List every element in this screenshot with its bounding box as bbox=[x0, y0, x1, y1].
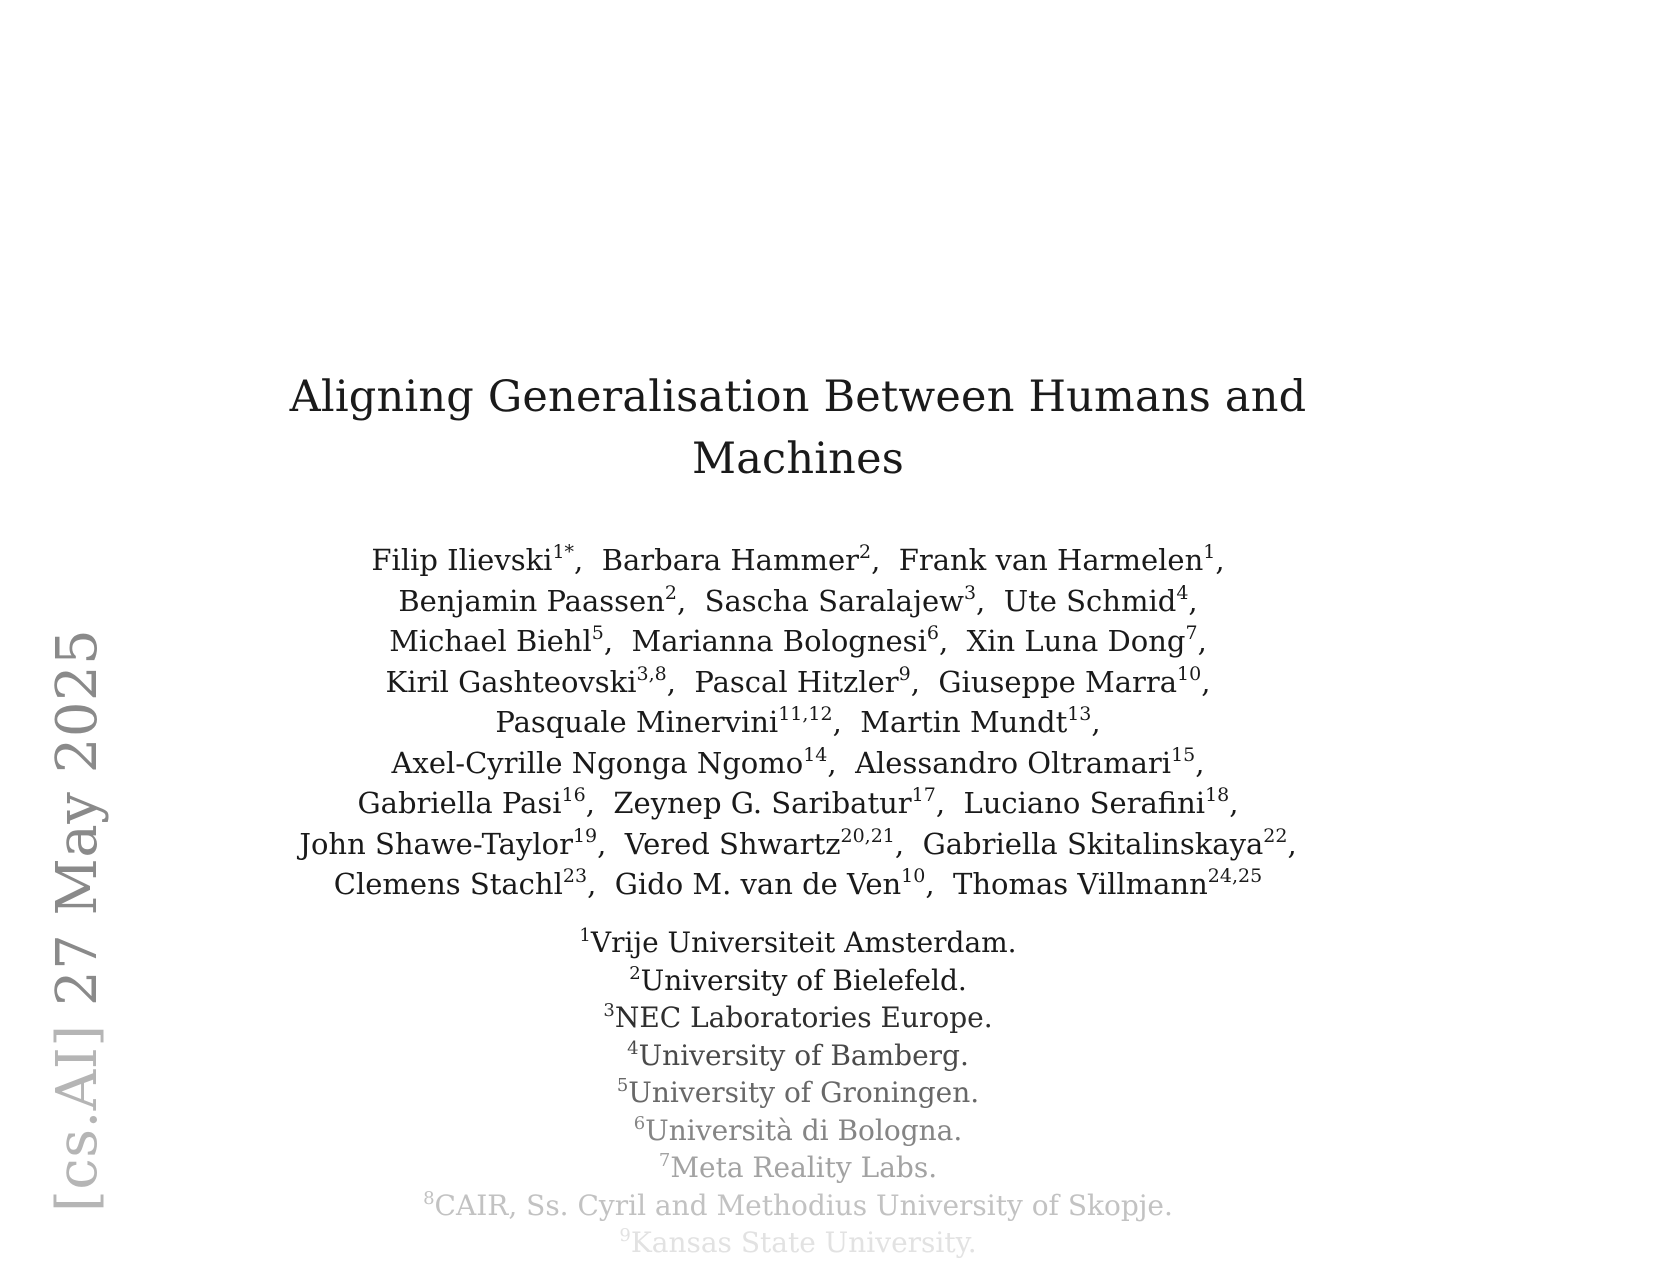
author-name: Giuseppe Marra bbox=[938, 664, 1178, 699]
author-entry bbox=[704, 581, 977, 618]
author-name: Thomas Villmann bbox=[953, 867, 1208, 901]
author-line: Michael Biehl$^5$, Marianna Bolognesi$^6$, Xin Luna Dong$^7$, bbox=[389, 622, 1207, 658]
affiliation-text: University of Bielefeld. bbox=[640, 963, 967, 997]
author-name: Pascal Hitzler bbox=[694, 664, 899, 699]
affiliation-item bbox=[0, 1149, 1596, 1187]
affiliation-mark: 4 bbox=[627, 1037, 639, 1059]
author-name: Gabriella Skitalinskaya bbox=[922, 826, 1264, 861]
author-list bbox=[0, 540, 1596, 905]
author-affiliation-marks: 2 bbox=[664, 581, 677, 604]
author-entry bbox=[398, 581, 677, 618]
paper-title-line-2: Machines bbox=[691, 434, 904, 484]
author-name: Xin Luna Dong bbox=[966, 624, 1186, 658]
author-affiliation-marks: 11,12 bbox=[778, 703, 833, 725]
author-entry bbox=[1003, 581, 1189, 618]
affiliation-text: University of Bamberg. bbox=[638, 1038, 969, 1072]
author-affiliation-marks: 16 bbox=[561, 784, 586, 806]
author-name: Marianna Bolognesi bbox=[631, 624, 927, 658]
author-name: Zeynep G. Saribatur bbox=[613, 786, 912, 820]
author-line: Kiril Gashteovski$^{3,8}$, Pascal Hitzler$^9$, Giuseppe Marra$^{10}$, bbox=[385, 662, 1211, 699]
author-affiliation-marks: 17 bbox=[911, 784, 936, 806]
author-line: Benjamin Paassen$^2$, Sascha Saralajew$^3$, Ute Schmid$^4$, bbox=[398, 581, 1198, 618]
author-name: Kiril Gashteovski bbox=[385, 664, 637, 699]
author-entry bbox=[922, 824, 1288, 861]
author-entry bbox=[358, 786, 586, 820]
author-name: Sascha Saralajew bbox=[704, 583, 964, 618]
author-line: John Shawe-Taylor$^{19}$, Vered Shwartz$^{20,21}$, Gabriella Skitalinskaya$^{22}$, bbox=[299, 824, 1297, 861]
affiliation-item bbox=[0, 1187, 1596, 1225]
affiliation-mark: 5 bbox=[616, 1075, 629, 1096]
affiliation-text: CAIR, Ss. Cyril and Methodius University of Skopje. bbox=[434, 1188, 1173, 1222]
author-affiliation-marks: 3 bbox=[963, 581, 977, 604]
author-affiliation-marks: 13 bbox=[1067, 703, 1092, 725]
affiliation-text: Meta Reality Labs. bbox=[670, 1151, 938, 1184]
author-entry bbox=[602, 543, 871, 577]
affiliation-mark: 7 bbox=[658, 1150, 671, 1171]
author-affiliation-marks: 1 bbox=[1203, 541, 1216, 563]
author-affiliation-marks: 2 bbox=[858, 541, 872, 563]
affiliation-list bbox=[0, 924, 1596, 1262]
author-name: Filip Ilievski bbox=[371, 543, 553, 577]
author-line: Filip Ilievski$^{1*}$, Barbara Hammer$^2$, Frank van Harmelen$^1$, bbox=[371, 541, 1225, 577]
author-entry bbox=[953, 867, 1262, 901]
author-name: Benjamin Paassen bbox=[398, 583, 665, 618]
author-entry bbox=[967, 624, 1198, 658]
author-entry bbox=[963, 786, 1229, 820]
affiliation-item bbox=[0, 999, 1596, 1037]
paper-title-line-1: Aligning Generalisation Between Humans and bbox=[289, 372, 1307, 422]
author-name: Michael Biehl bbox=[389, 624, 592, 658]
affiliation-mark: 6 bbox=[633, 1112, 646, 1134]
author-affiliation-marks: 9 bbox=[898, 662, 911, 685]
author-name: Barbara Hammer bbox=[601, 543, 859, 577]
author-entry bbox=[855, 743, 1196, 780]
author-entry bbox=[495, 705, 832, 739]
affiliation-mark: 2 bbox=[629, 962, 641, 984]
affiliation-item bbox=[0, 1074, 1596, 1112]
author-affiliation-marks: 5 bbox=[591, 622, 604, 644]
author-entry bbox=[615, 867, 926, 901]
author-affiliation-marks: 23 bbox=[562, 865, 588, 887]
author-affiliation-marks: 14 bbox=[803, 743, 828, 766]
author-affiliation-marks: 22 bbox=[1263, 824, 1288, 847]
author-line: Pasquale Minervini$^{11,12}$, Martin Mundt$^{13}$, bbox=[495, 703, 1101, 739]
affiliation-text: Università di Bologna. bbox=[645, 1113, 963, 1147]
author-affiliation-marks: 20,21 bbox=[840, 824, 895, 847]
author-entry bbox=[371, 543, 574, 577]
affiliation-mark: 1 bbox=[579, 925, 591, 946]
author-line: Gabriella Pasi$^{16}$, Zeynep G. Saribatur$^{17}$, Luciano Serafini$^{18}$, bbox=[357, 784, 1239, 820]
author-affiliation-marks: 3,8 bbox=[636, 662, 667, 685]
author-entry bbox=[299, 824, 598, 861]
author-name: Frank van Harmelen bbox=[898, 543, 1204, 577]
affiliation-item bbox=[0, 962, 1596, 1000]
author-name: Clemens Stachl bbox=[333, 867, 563, 901]
author-name: Gabriella Pasi bbox=[357, 786, 562, 820]
author-name: Axel-Cyrille Ngonga Ngomo bbox=[391, 745, 804, 780]
author-affiliation-marks: 1* bbox=[552, 541, 575, 563]
author-affiliation-marks: 7 bbox=[1185, 622, 1198, 644]
affiliation-text: Vrije Universiteit Amsterdam. bbox=[590, 926, 1017, 959]
author-affiliation-marks: 15 bbox=[1171, 743, 1196, 766]
paper-title bbox=[0, 366, 1596, 490]
author-name: Luciano Serafini bbox=[963, 786, 1206, 820]
author-name: Pasquale Minervini bbox=[495, 705, 779, 739]
author-entry bbox=[860, 705, 1091, 739]
author-affiliation-marks: 19 bbox=[572, 824, 598, 847]
author-entry bbox=[389, 624, 604, 658]
author-entry bbox=[624, 824, 895, 861]
author-entry bbox=[632, 624, 939, 658]
author-entry bbox=[334, 867, 587, 901]
affiliation-item bbox=[0, 1112, 1596, 1150]
affiliation-mark: 9 bbox=[619, 1225, 631, 1246]
author-entry bbox=[613, 786, 935, 820]
affiliation-mark: 3 bbox=[603, 1000, 615, 1021]
affiliation-item bbox=[0, 924, 1596, 962]
author-entry bbox=[899, 543, 1216, 577]
author-line: Axel-Cyrille Ngonga Ngomo$^{14}$, Alessandro Oltramari$^{15}$, bbox=[391, 743, 1205, 780]
arxiv-category: [cs.AI] bbox=[45, 1024, 110, 1212]
author-line: Clemens Stachl$^{23}$, Gido M. van de Ven$^{10}$, Thomas Villmann$^{24,25}$ bbox=[333, 865, 1263, 901]
affiliation-text: NEC Laboratories Europe. bbox=[614, 1001, 993, 1034]
author-affiliation-marks: 10 bbox=[1177, 662, 1202, 685]
affiliation-text: University of Groningen. bbox=[628, 1076, 980, 1109]
arxiv-date: 27 May 2025 bbox=[45, 628, 110, 1007]
author-entry bbox=[938, 662, 1202, 699]
author-name: John Shawe-Taylor bbox=[299, 826, 573, 861]
author-affiliation-marks: 24,25 bbox=[1207, 865, 1263, 887]
author-name: Vered Shwartz bbox=[624, 826, 841, 861]
author-name: Ute Schmid bbox=[1003, 583, 1177, 618]
author-affiliation-marks: 10 bbox=[901, 865, 926, 887]
author-entry bbox=[385, 662, 667, 699]
author-name: Martin Mundt bbox=[860, 705, 1068, 739]
affiliation-mark: 8 bbox=[423, 1187, 435, 1209]
author-affiliation-marks: 6 bbox=[926, 622, 939, 644]
author-entry bbox=[694, 662, 911, 699]
author-affiliation-marks: 4 bbox=[1176, 581, 1189, 604]
affiliation-item bbox=[0, 1037, 1596, 1075]
affiliation-text: Kansas State University. bbox=[630, 1226, 977, 1259]
author-name: Gido M. van de Ven bbox=[614, 867, 902, 901]
affiliation-item bbox=[0, 1224, 1596, 1262]
author-affiliation-marks: 18 bbox=[1205, 784, 1230, 806]
author-name: Alessandro Oltramari bbox=[855, 745, 1172, 780]
